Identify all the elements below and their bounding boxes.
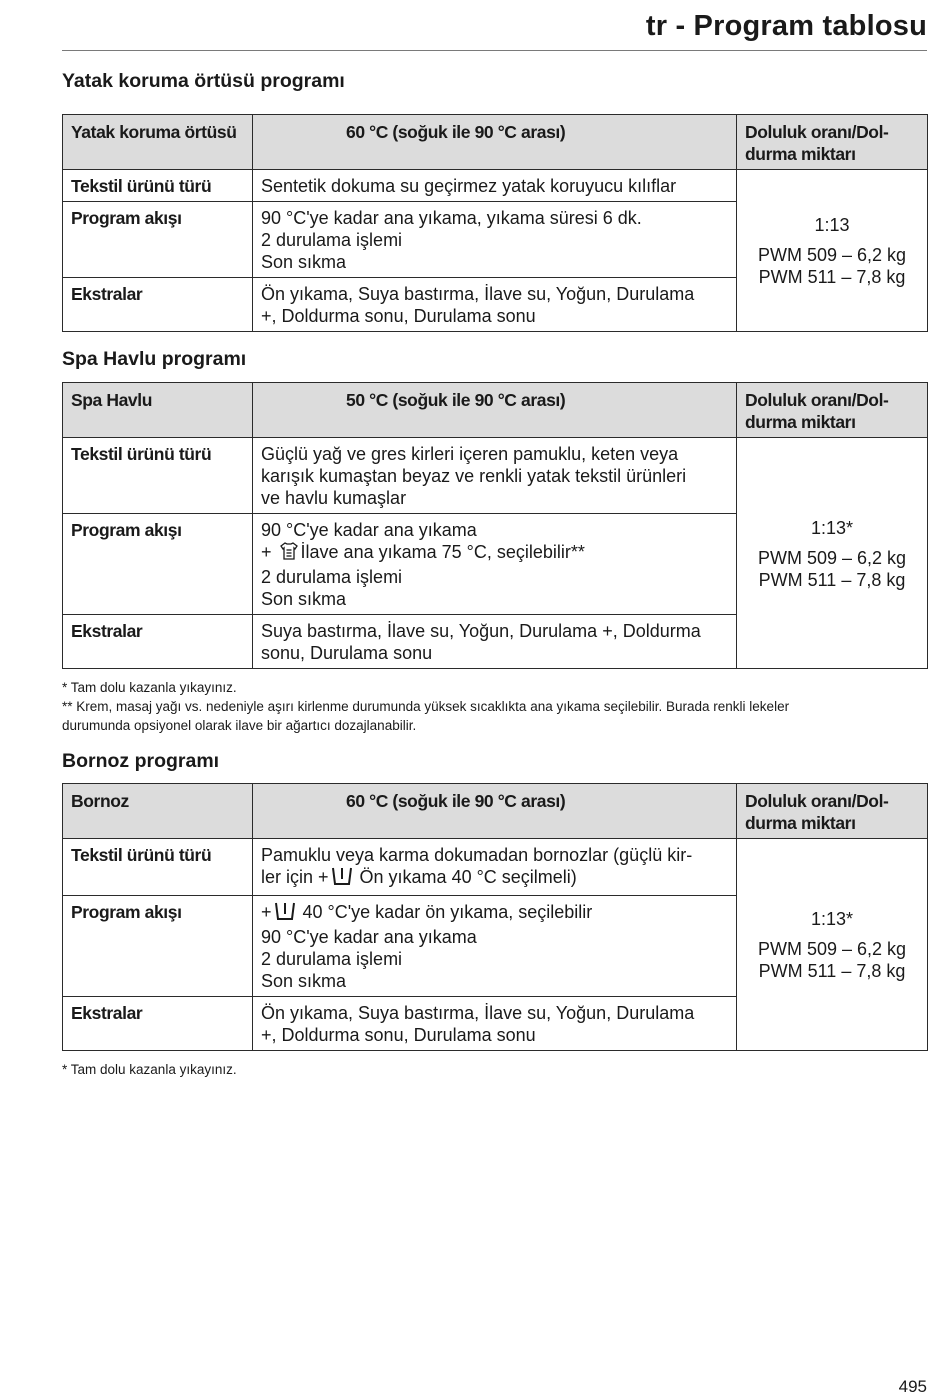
load-header: Doluluk oranı/Dol- durma miktarı: [737, 115, 928, 170]
load-header: Doluluk oranı/Dol- durma miktarı: [737, 383, 928, 438]
page-title: tr - Program tablosu: [645, 10, 927, 42]
row-label-textile: Tekstil ürünü türü: [63, 438, 253, 514]
program-table-bedcover: [62, 114, 928, 332]
load-ratio: 1:13*: [810, 909, 854, 929]
load-pwm509: PWM 509 – 6,2 kg: [757, 245, 907, 265]
row-label-extras: Ekstralar: [63, 615, 253, 669]
load-pwm509: PWM 509 – 6,2 kg: [757, 547, 907, 568]
prewash-tub-icon: [274, 901, 296, 926]
page-number: 495: [898, 1377, 927, 1396]
shirt-intensive-icon: [279, 541, 299, 566]
row-label-textile: Tekstil ürünü türü: [63, 170, 253, 202]
load-pwm511: PWM 511 – 7,8 kg: [758, 267, 906, 287]
load-ratio-cell: [737, 438, 928, 669]
load-ratio-cell: [737, 839, 928, 1051]
section-title-spa-towel: Spa Havlu programı: [62, 348, 247, 370]
row-value-extras: Ön yıkama, Suya bastırma, İlave su, Yoğun, Durulama +, Doldurma sonu, Durulama sonu: [253, 997, 737, 1051]
load-pwm509: PWM 509 – 6,2 kg: [757, 939, 907, 959]
row-label-program: Program akışı: [63, 202, 253, 278]
footnotes-bathrobe: [62, 1060, 922, 1079]
load-header: Doluluk oranı/Dol- durma miktarı: [737, 784, 928, 839]
program-name: Bornoz: [63, 784, 253, 839]
footnote: durumunda opsiyonel olarak ilave bir ağartıcı dozajlanabilir.: [62, 718, 417, 733]
table-row: [63, 170, 928, 202]
section-title-bedcover: Yatak koruma örtüsü programı: [62, 70, 345, 92]
row-value-extras: Suya bastırma, İlave su, Yoğun, Durulama +, Doldurma sonu, Durulama sonu: [253, 615, 737, 669]
row-label-extras: Ekstralar: [63, 997, 253, 1051]
program-name: Spa Havlu: [63, 383, 253, 438]
row-value-textile: Pamuklu veya karma dokumadan bornozlar (güçlü kir- ler için + Ön yıkama 40 °C seçilmeli): [253, 839, 737, 896]
table-header-row: [63, 383, 928, 438]
row-label-program: Program akışı: [63, 896, 253, 997]
prewash-tub-icon: [331, 866, 353, 891]
load-pwm511: PWM 511 – 7,8 kg: [758, 569, 906, 590]
row-value-textile: Sentetik dokuma su geçirmez yatak koruyucu kılıflar: [253, 170, 737, 202]
row-value-program: + 40 °C'ye kadar ön yıkama, seçilebilir 90 °C'ye kadar ana yıkama 2 durulama işlemi Son sıkma: [253, 896, 737, 997]
footnote: * Tam dolu kazanla yıkayınız.: [62, 680, 237, 695]
load-ratio: 1:13: [814, 215, 850, 235]
program-temperature: 60 °C (soğuk ile 90 °C arası): [346, 791, 566, 811]
footnote: ** Krem, masaj yağı vs. nedeniyle aşırı kirlenme durumunda yüksek sıcaklıkta ana yıkama seçilebilir. Burada renkli lekeler: [62, 699, 790, 714]
program-name: Yatak koruma örtüsü: [63, 115, 253, 170]
footnotes-spa-towel: [62, 678, 922, 735]
table-header-row: [63, 784, 928, 839]
load-ratio-cell: [737, 170, 928, 332]
row-label-textile: Tekstil ürünü türü: [63, 839, 253, 896]
program-temperature: 50 °C (soğuk ile 90 °C arası): [346, 390, 566, 410]
footnote: * Tam dolu kazanla yıkayınız.: [62, 1062, 237, 1077]
row-value-extras: Ön yıkama, Suya bastırma, İlave su, Yoğun, Durulama +, Doldurma sonu, Durulama sonu: [253, 278, 737, 332]
page-header: [62, 0, 927, 51]
row-value-textile: Güçlü yağ ve gres kirleri içeren pamuklu, keten veya karışık kumaştan beyaz ve renkli yatak tekstil ürünleri ve havlu kumaşlar: [253, 438, 737, 514]
row-value-program: 90 °C'ye kadar ana yıkama, yıkama süresi 6 dk. 2 durulama işlemi Son sıkma: [253, 202, 737, 278]
section-title-bathrobe: Bornoz programı: [62, 750, 220, 772]
table-header-row: [63, 115, 928, 170]
row-label-extras: Ekstralar: [63, 278, 253, 332]
table-row: [63, 438, 928, 514]
table-row: [63, 839, 928, 896]
row-value-program: 90 °C'ye kadar ana yıkama + İlave ana yıkama 75 °C, seçilebilir** 2 durulama işlemi Son sıkma: [253, 514, 737, 615]
load-ratio: 1:13*: [810, 517, 854, 538]
program-table-bathrobe: [62, 783, 928, 1051]
program-temperature: 60 °C (soğuk ile 90 °C arası): [346, 122, 566, 142]
load-pwm511: PWM 511 – 7,8 kg: [758, 961, 906, 981]
row-label-program: Program akışı: [63, 514, 253, 615]
program-table-spa-towel: [62, 382, 928, 669]
